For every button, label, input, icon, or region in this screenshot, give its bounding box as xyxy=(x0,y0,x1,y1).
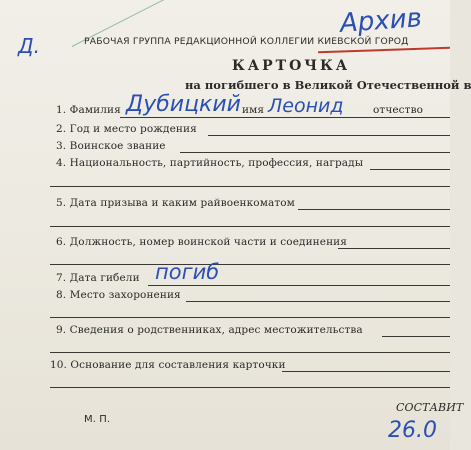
field-8-label: 8. Место захоронения xyxy=(56,289,181,301)
field-1-name-value: Леонид xyxy=(268,95,344,117)
group-title: РАБОЧАЯ ГРУППА РЕДАКЦИОННОЙ КОЛЛЕГИИ КИЕВСКОЙ ГОРОД xyxy=(84,36,409,47)
field-10-line-2 xyxy=(50,387,450,388)
field-6-label: 6. Должность, номер воинской части и соединения xyxy=(56,236,348,248)
field-5-label: 5. Дата призыва и каким райвоенкоматом xyxy=(56,197,295,209)
field-1-line xyxy=(120,117,450,118)
field-2-line xyxy=(208,135,450,136)
field-5-line xyxy=(298,209,450,210)
field-7-label: 7. Дата гибели xyxy=(56,272,140,284)
field-8-line xyxy=(186,301,450,302)
field-3-label: 3. Воинское звание xyxy=(56,140,166,152)
corner-handwritten-mark: Д. xyxy=(18,34,40,58)
archive-handwritten-mark: Архив xyxy=(339,3,423,39)
seal-place-label: М. П. xyxy=(84,414,111,425)
field-1-name-label: имя xyxy=(242,104,265,116)
field-7-line xyxy=(148,285,450,286)
field-4-line xyxy=(370,169,450,170)
field-2-label: 2. Год и место рождения xyxy=(56,123,197,135)
card-title: КАРТОЧКА xyxy=(232,58,351,74)
card-subtitle: на погибшего в Великой Отечественной в xyxy=(185,78,471,92)
field-6-line xyxy=(338,248,450,249)
field-3-line xyxy=(180,152,450,153)
composed-date: 26.0 xyxy=(388,418,437,443)
field-9-line xyxy=(382,336,450,337)
field-9-line-2 xyxy=(50,352,450,353)
field-1-patronymic-label: отчество xyxy=(373,104,424,116)
field-10-line xyxy=(282,371,450,372)
field-9-label: 9. Сведения о родственниках, адрес местожительства xyxy=(56,324,363,336)
field-4-line-2 xyxy=(50,186,450,187)
field-10-label: 10. Основание для составления карточки xyxy=(50,359,286,371)
field-5-line-2 xyxy=(50,226,450,227)
red-underline xyxy=(318,47,450,54)
field-7-value: погиб xyxy=(155,260,220,284)
field-8-line-2 xyxy=(50,317,450,318)
field-1-surname-value: Дубицкий xyxy=(126,92,241,117)
field-1-label: 1. Фамилия xyxy=(56,104,121,116)
field-4-label: 4. Национальность, партийность, профессия, награды xyxy=(56,157,364,169)
field-6-line-2 xyxy=(50,264,450,265)
composed-label: СОСТАВИТ xyxy=(396,401,464,414)
